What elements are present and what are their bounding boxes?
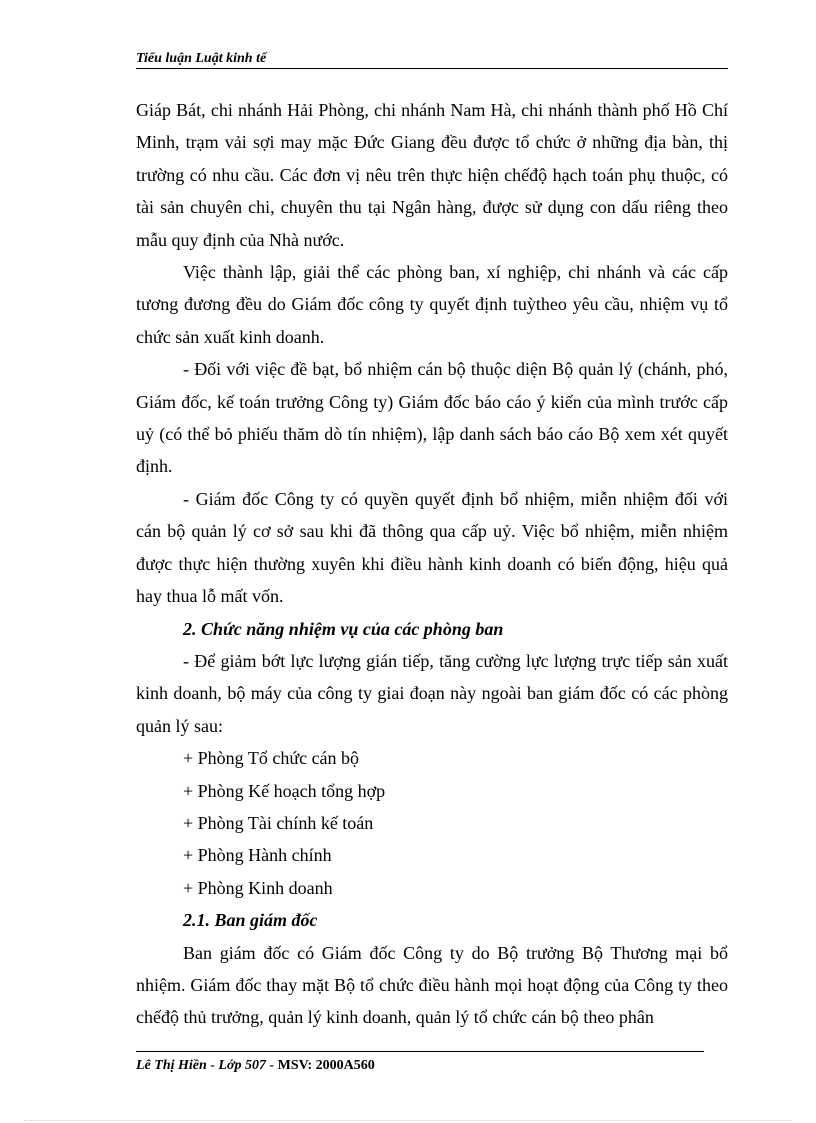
paragraph-5: - Để giảm bớt lực lượng gián tiếp, tăng cường lực lượng trực tiếp sản xuất kinh doanh, bộ máy của công ty giai đoạn này ngoài ban giám đốc có các phòng quản lý sau: [136, 650, 728, 736]
section-heading-2: 2. Chức năng nhiệm vụ của các phòng ban [183, 618, 504, 639]
footer-author: Lê Thị Hiền - Lớp 507 - [136, 1058, 278, 1073]
page-header [136, 50, 728, 69]
footer-divider [136, 1051, 704, 1052]
page-bottom-edge [24, 1120, 792, 1121]
footer-student-id: MSV: 2000A560 [277, 1058, 375, 1073]
paragraph-3: - Đối với việc đề bạt, bổ nhiệm cán bộ thuộc diện Bộ quản lý (chánh, phó, Giám đốc, kế toán trưởng Công ty) Giám đốc báo cáo ý kiến của mình trước cấp uỷ (có thể bỏ phiếu thăm dò tín nhiệm), lập danh sách báo cáo Bộ xem xét quyết định. [136, 359, 728, 477]
paragraph-6: Ban giám đốc có Giám đốc Công ty do Bộ trưởng Bộ Thương mại bổ nhiệm. Giám đốc thay mặt Bộ tổ chức điều hành mọi hoạt động của Công ty theo chếđộ thủ trưởng, quản lý kinh doanh, quản lý tổ chức cán bộ theo phân [136, 942, 728, 1028]
header-title: Tiểu luận Luật kinh tế [136, 51, 267, 66]
department-list [136, 742, 728, 904]
list-item: + Phòng Tổ chức cán bộ [183, 748, 360, 769]
list-item: + Phòng Tài chính kế toán [183, 812, 374, 833]
paragraph-1: Giáp Bát, chi nhánh Hải Phòng, chi nhánh Nam Hà, chi nhánh thành phố Hồ Chí Minh, trạm vải sợi may mặc Đức Giang đều được tổ chức ở những địa bàn, thị trường có nhu cầu. Các đơn vị nêu trên thực hiện chếđộ hạch toán phụ thuộc, có tài sản chuyên chi, chuyên thu tại Ngân hàng, được sử dụng con dấu riêng theo mẫu quy định của Nhà nước. [136, 100, 728, 250]
list-item: + Phòng Hành chính [183, 845, 332, 866]
list-item: + Phòng Kinh doanh [183, 877, 333, 898]
paragraph-4: - Giám đốc Công ty có quyền quyết định bổ nhiệm, miễn nhiệm đối với cán bộ quản lý cơ sở sau khi đã thông qua cấp uỷ. Việc bổ nhiệm, miễn nhiệm được thực hiện thường xuyên khi điều hành kinh doanh có biến động, hiệu quả hay thua lỗ mất vốn. [136, 488, 728, 607]
list-item: + Phòng Kế hoạch tổng hợp [183, 780, 386, 801]
paragraph-2: Việc thành lập, giải thể các phòng ban, xí nghiệp, chi nhánh và các cấp tương đương đều do Giám đốc công ty quyết định tuỳtheo yêu cầu, nhiệm vụ tổ chức sản xuất kinh doanh. [136, 262, 728, 347]
document-body [136, 94, 728, 1034]
section-heading-2-1: 2.1. Ban giám đốc [183, 910, 318, 931]
page-footer [136, 1057, 375, 1075]
